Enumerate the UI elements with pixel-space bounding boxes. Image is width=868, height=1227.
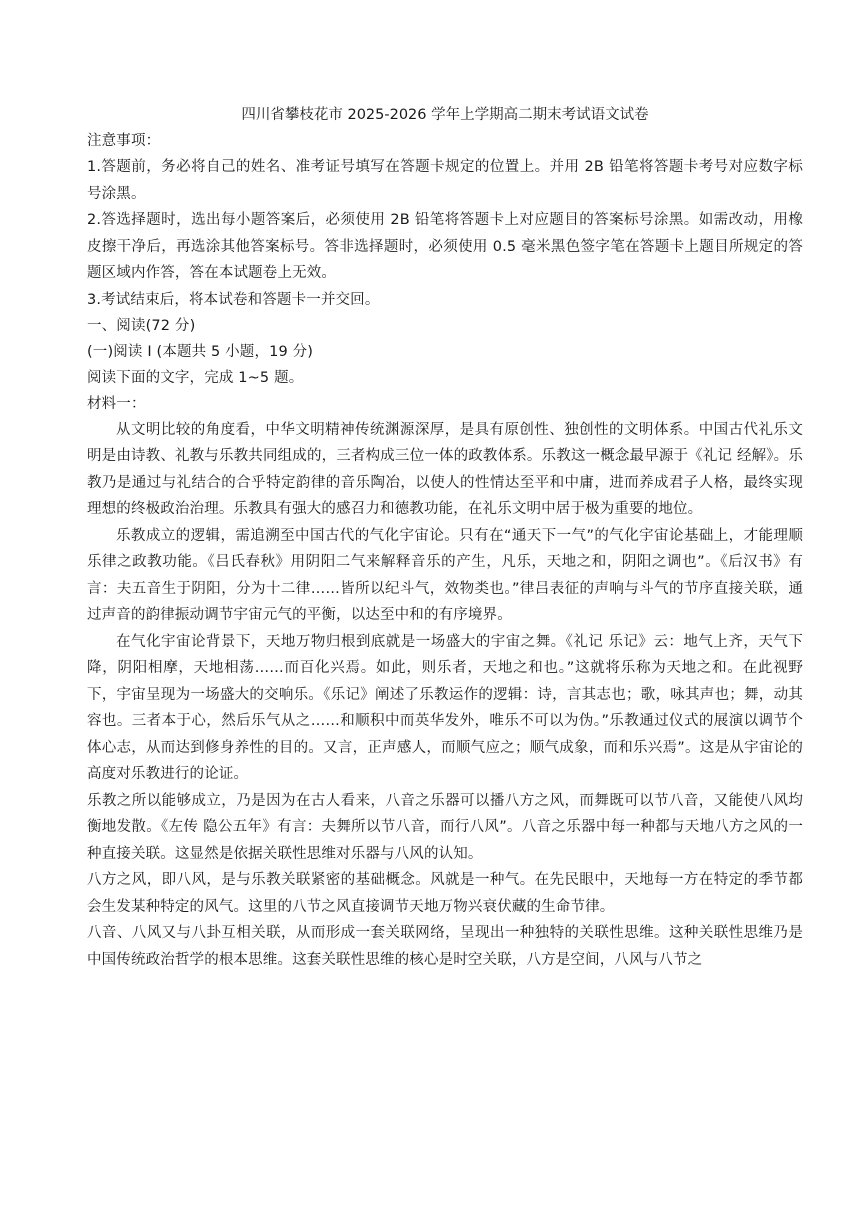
notice-item: 1.答题前，务必将自己的姓名、准考证号填写在答题卡规定的位置上。并用 2B 铅笔将答题卡考号对应数字标号涂黑。 xyxy=(87,159,803,202)
material-label: 材料一： xyxy=(87,395,146,412)
body-paragraph: 乐教之所以能够成立，乃是因为在古人看来，八音之乐器可以播八方之风，而舞既可以节八音，又能使八风均衡地发散。《左传 隐公五年》有言：夫舞所以节八音，而行八风”。八音之乐器中每一种都与天地八方之风的一种直接关联。这显然是依据关联性思维对乐器与八风的认知。 xyxy=(87,792,803,862)
body-paragraph: 八音、八风又与八卦互相关联，从而形成一套关联网络，呈现出一种独特的关联性思维。这种关联性思维乃是中国传统政治哲学的根本思维。这套关联性思维的核心是时空关联，八方是空间，八风与八节之 xyxy=(87,925,803,968)
body-paragraph: 八方之风，即八风，是与乐教关联紧密的基础概念。风就是一种气。在先民眼中，天地每一方在特定的季节都会生发某种特定的风气。这里的八节之风直接调节天地万物兴衰伏藏的生命节律。 xyxy=(87,872,803,915)
body-paragraph: 从文明比较的角度看，中华文明精神传统渊源深厚，是具有原创性、独创性的文明体系。中国古代礼乐文明是由诗教、礼教与乐教共同组成的，三者构成三位一体的政教体系。乐教这一概念最早源于《礼记 经解》。乐教乃是通过与礼结合的合乎特定韵律的音乐陶冶，以使人的性情达至平和中庸，进而养成君子人格，最终实现理想的终极政治治理。乐教具有强大的感召力和德教功能，在礼乐文明中居于极为重要的地位。 xyxy=(87,421,803,517)
reading-instruction: 阅读下面的文字，完成 1~5 题。 xyxy=(87,369,304,386)
body-paragraph: 乐教成立的逻辑，需追溯至中国古代的气化宇宙论。只有在“通天下一气”的气化宇宙论基础上，才能理顺乐律之政教功能。《吕氏春秋》用阴阳二气来解释音乐的产生，凡乐，天地之和，阴阳之调也”。《后汉书》有言：夫五音生于阴阳，分为十二律……皆所以纪斗气，效物类也。”律吕表征的声响与斗气的节序直接关联，通过声音的韵律振动调节宇宙元气的平衡，以达至中和的有序境界。 xyxy=(87,527,803,623)
page-title: 四川省攀枝花市 2025-2026 学年上学期高二期末考试语文试卷 xyxy=(241,107,649,123)
section-heading: 一、阅读(72 分) xyxy=(87,317,196,334)
notice-item: 3.考试结束后，将本试卷和答题卡一并交回。 xyxy=(87,291,380,308)
notice-item: 2.答选择题时，选出每小题答案后，必须使用 2B 铅笔将答题卡上对应题目的答案标号涂黑。如需改动，用橡皮擦干净后，再选涂其他答案标号。答非选择题时，必须使用 0.5 毫米黑色签字笔在答题卡上题目所规定的答题区域内作答，答在本试题卷上无效。 xyxy=(87,212,803,281)
body-paragraph: 在气化宇宙论背景下，天地万物归根到底就是一场盛大的宇宙之舞。《礼记 乐记》云：地气上齐，天气下降，阴阳相摩，天地相荡……而百化兴焉。如此，则乐者，天地之和也。”这就将乐称为天地之和。在此视野下，宇宙呈现为一场盛大的交响乐。《乐记》阐述了乐教运作的逻辑：诗，言其志也；歌，咏其声也；舞，动其容也。三者本于心，然后乐气从之……和顺积中而英华发外，唯乐不可以为伪。”乐教通过仪式的展演以调节个体心志，从而达到修身养性的目的。又言，正声感人，而顺气应之；顺气成象，而和乐兴焉”。这是从宇宙论的高度对乐教进行的论证。 xyxy=(87,633,803,782)
notice-heading: 注意事项： xyxy=(87,133,161,149)
subsection-heading: (一)阅读 I (本题共 5 小题，19 分) xyxy=(87,343,314,360)
exam-page xyxy=(87,102,803,973)
